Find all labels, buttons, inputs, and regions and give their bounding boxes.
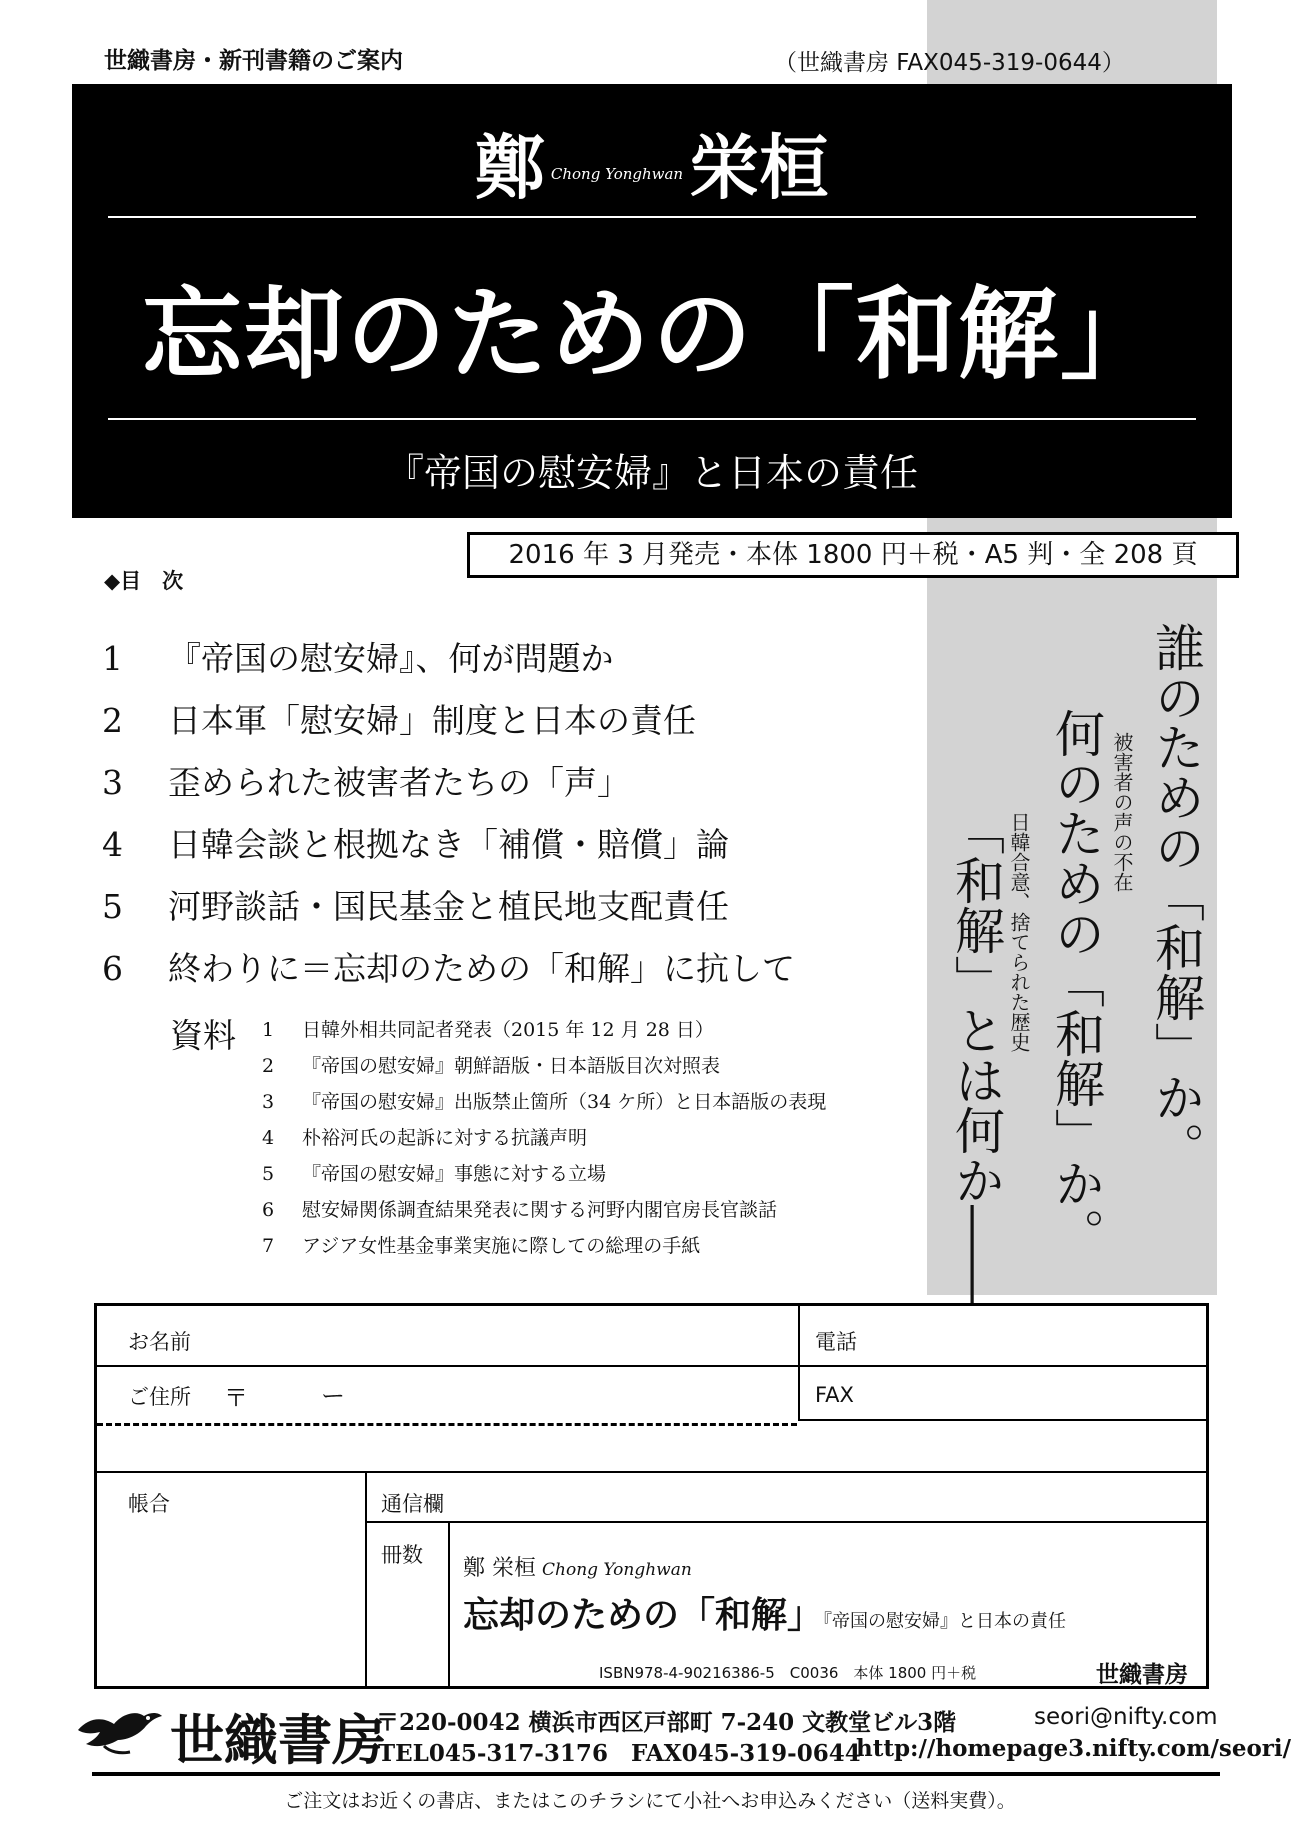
fax-label: FAX bbox=[815, 1383, 854, 1407]
header-fax: （世織書房 FAX045-319-0644） bbox=[774, 50, 1125, 76]
author-family-name: 鄭 bbox=[474, 126, 545, 209]
material-title: 慰安婦関係調査結果発表に関する河野内閣官房長官談話 bbox=[302, 1199, 778, 1221]
author-given-name: 栄桓 bbox=[689, 126, 830, 209]
tagline-line-3: 「和解」とは何か―― bbox=[947, 805, 1005, 1305]
tagline-line-2: 何のための「和解」か。 bbox=[1047, 708, 1105, 1258]
publisher-address: 〒220-0042 横浜市西区戸部町 7-240 文教堂ビル3階 bbox=[376, 1709, 957, 1736]
chapter-number: 4 bbox=[102, 825, 123, 864]
toc-heading: ◆目 次 bbox=[104, 568, 184, 593]
material-row bbox=[262, 1015, 714, 1042]
message-label: 通信欄 bbox=[381, 1492, 444, 1516]
publisher-url: http://homepage3.nifty.com/seori/ bbox=[856, 1735, 1292, 1762]
toc-row bbox=[102, 819, 729, 866]
publisher-phones: TEL045-317-3176 FAX045-319-0644 bbox=[378, 1740, 861, 1767]
material-row bbox=[262, 1159, 606, 1186]
material-number: 5 bbox=[262, 1163, 275, 1185]
toc-row bbox=[102, 881, 729, 928]
material-title: 『帝国の慰安婦』事態に対する立場 bbox=[302, 1163, 607, 1185]
toc-row bbox=[102, 943, 795, 990]
account-label: 帳合 bbox=[128, 1492, 170, 1516]
form-book-author-name: 鄭 栄桓 bbox=[463, 1556, 536, 1581]
material-row bbox=[262, 1231, 700, 1258]
header-announcement: 世織書房・新刊書籍のご案内 bbox=[104, 47, 403, 74]
chapter-number: 5 bbox=[102, 887, 123, 926]
tagline-sub-1: 被害者の声の不在 bbox=[1110, 732, 1134, 892]
form-divider bbox=[448, 1521, 450, 1686]
toc-row bbox=[102, 633, 614, 680]
chapter-title: 日本軍「慰安婦」制度と日本の責任 bbox=[168, 701, 696, 740]
form-book-author bbox=[463, 1551, 692, 1582]
material-title: アジア女性基金事業実施に際しての総理の手紙 bbox=[302, 1235, 701, 1257]
book-subtitle: 『帝国の慰安婦』と日本の責任 bbox=[385, 451, 918, 495]
bird-logo-icon bbox=[74, 1700, 164, 1760]
materials-label: 資料 bbox=[170, 1016, 236, 1055]
form-book-author-roman: Chong Yonghwan bbox=[542, 1560, 692, 1580]
order-form bbox=[94, 1303, 1209, 1689]
material-number: 6 bbox=[262, 1199, 275, 1221]
material-title: 『帝国の慰安婦』朝鮮語版・日本語版目次対照表 bbox=[302, 1055, 721, 1077]
material-number: 4 bbox=[262, 1127, 275, 1149]
postal-mark: 〒 bbox=[224, 1384, 248, 1412]
form-divider bbox=[365, 1471, 367, 1686]
book-title: 忘却のための「和解」 bbox=[142, 276, 1162, 393]
toc-row bbox=[102, 757, 630, 804]
form-rule bbox=[798, 1419, 1206, 1421]
author-name bbox=[72, 112, 1232, 213]
chapter-title: 歪められた被害者たちの「声」 bbox=[168, 763, 630, 802]
tagline-line-1: 誰のための「和解」か。 bbox=[1147, 622, 1205, 1172]
material-row bbox=[262, 1195, 777, 1222]
toc-row bbox=[102, 695, 696, 742]
form-book-title-line bbox=[463, 1587, 1066, 1638]
material-row bbox=[262, 1123, 587, 1150]
author-roman: Chong Yonghwan bbox=[550, 165, 684, 183]
material-title: 朴裕河氏の起訴に対する抗議声明 bbox=[302, 1127, 588, 1149]
phone-label: 電話 bbox=[815, 1330, 857, 1354]
form-rule bbox=[97, 1471, 1206, 1473]
publisher-name: 世織書房 bbox=[170, 1708, 386, 1772]
chapter-number: 6 bbox=[102, 949, 123, 988]
material-number: 7 bbox=[262, 1235, 275, 1257]
publisher-email: seori@nifty.com bbox=[1034, 1704, 1218, 1730]
material-title: 日韓外相共同記者発表（2015 年 12 月 28 日） bbox=[302, 1019, 714, 1041]
chapter-title: 日韓会談と根拠なき「補償・賠償」論 bbox=[168, 825, 729, 864]
chapter-number: 1 bbox=[102, 639, 123, 678]
title-rule-bottom bbox=[108, 418, 1196, 420]
order-note: ご注文はお近くの書店、またはこのチラシにて小社へお申込みください（送料実費）。 bbox=[284, 1790, 1016, 1812]
title-rule-top bbox=[108, 216, 1196, 218]
form-rule bbox=[97, 1365, 1206, 1367]
chapter-title: 河野談話・国民基金と植民地支配責任 bbox=[168, 887, 729, 926]
material-number: 3 bbox=[262, 1091, 275, 1113]
chapter-title: 終わりに＝忘却のための「和解」に抗して bbox=[168, 949, 795, 988]
form-book-subtitle: 『帝国の慰安婦』と日本の責任 bbox=[823, 1611, 1067, 1632]
material-row bbox=[262, 1051, 720, 1078]
form-rule bbox=[365, 1521, 1206, 1523]
tagline-sub-2: 日韓合意、捨てられた歴史 bbox=[1007, 812, 1031, 1052]
title-block bbox=[72, 84, 1232, 518]
material-row bbox=[262, 1087, 826, 1114]
address-dashed-line bbox=[97, 1423, 797, 1426]
chapter-title: 『帝国の慰安婦』、何が問題か bbox=[168, 639, 614, 678]
material-number: 2 bbox=[262, 1055, 275, 1077]
material-title: 『帝国の慰安婦』出版禁止箇所（34 ケ所）と日本語版の表現 bbox=[302, 1091, 827, 1113]
form-book-title: 忘却のための「和解」 bbox=[463, 1594, 824, 1636]
address-label: ご住所 bbox=[128, 1385, 191, 1409]
chapter-number: 2 bbox=[102, 701, 123, 740]
form-divider bbox=[798, 1306, 800, 1419]
chapter-number: 3 bbox=[102, 763, 123, 802]
footer-rule bbox=[92, 1772, 1220, 1776]
material-number: 1 bbox=[262, 1019, 275, 1041]
name-label: お名前 bbox=[128, 1330, 191, 1354]
copies-label: 冊数 bbox=[381, 1543, 423, 1567]
form-book-isbn: ISBN978-4-90216386-5 C0036 本体 1800 円＋税 bbox=[599, 1664, 977, 1682]
form-book-publisher: 世織書房 bbox=[1096, 1661, 1188, 1688]
postal-dash: ー bbox=[321, 1382, 345, 1410]
publication-info: 2016 年 3 月発売・本体 1800 円＋税・A5 判・全 208 頁 bbox=[467, 532, 1239, 578]
